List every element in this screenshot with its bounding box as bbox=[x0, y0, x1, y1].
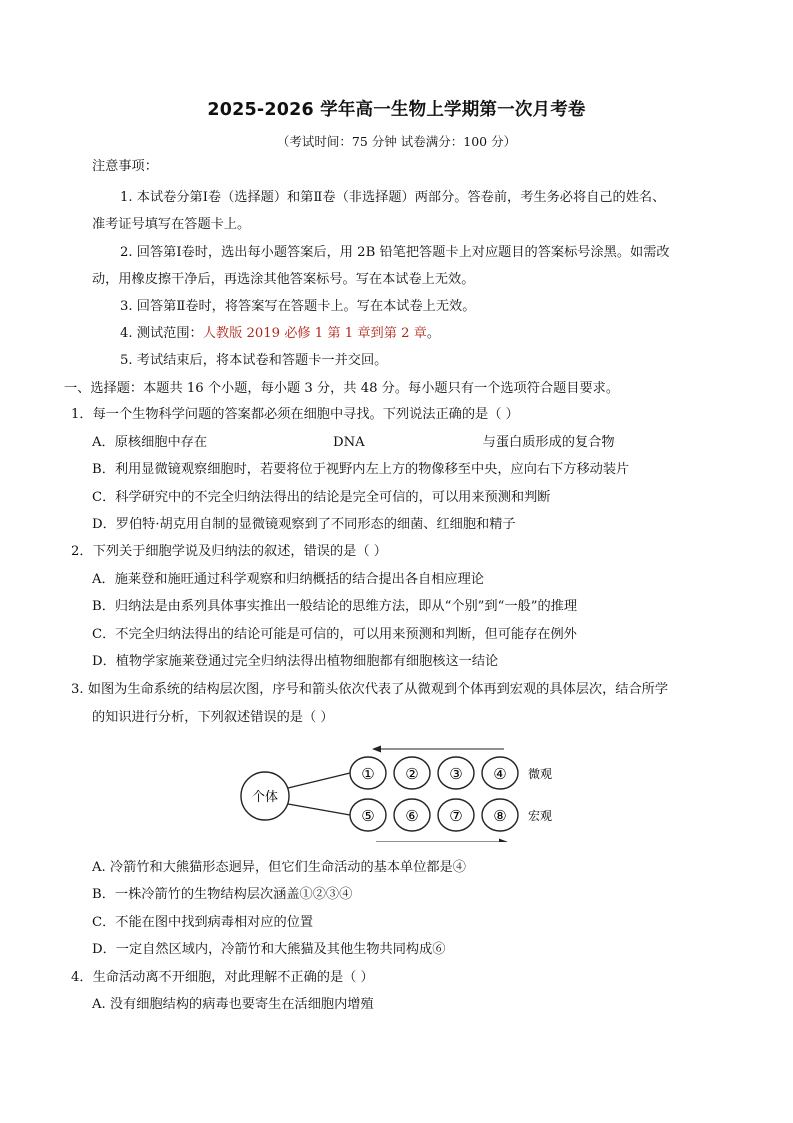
q3-option-b: B．一株冷箭竹的生物结构层次涵盖①②③④ bbox=[92, 887, 353, 902]
q1-option-a bbox=[92, 434, 615, 452]
node-2-label: ② bbox=[405, 765, 419, 783]
q1-option-b: B．利用显微镜观察细胞时，若要将位于视野内左上方的物像移至中央，应向右下方移动装片 bbox=[92, 462, 630, 477]
q1-a-part2: DNA bbox=[333, 435, 365, 450]
node-4-label: ④ bbox=[493, 765, 507, 783]
node-7-label: ⑦ bbox=[449, 807, 463, 825]
q4-option-a: A. 没有细胞结构的病毒也要寄生在活细胞内增殖 bbox=[92, 997, 374, 1012]
macro-arrowhead bbox=[499, 839, 508, 843]
note-1b: 准考证号填写在答题卡上。 bbox=[92, 217, 251, 232]
q3-stem-b: 的知识进行分析，下列叙述错误的是（ ） bbox=[92, 710, 334, 725]
note-2b: 动，用橡皮擦干净后，再选涂其他答案标号。写在本试卷上无效。 bbox=[92, 272, 475, 287]
q3-stem-a: 3. 如图为生命系统的结构层次图，序号和箭头依次代表了从微观到个体再到宏观的具体层次，结合所学 bbox=[71, 682, 669, 697]
life-system-diagram bbox=[236, 742, 566, 842]
q3-option-c: C．不能在图中找到病毒相对应的位置 bbox=[92, 915, 314, 930]
note-5: 5. 考试结束后，将本试卷和答题卡一并交回。 bbox=[120, 353, 388, 368]
micro-label: 微观 bbox=[528, 767, 553, 781]
q2-option-b: B．归纳法是由系列具体事实推出一般结论的思维方法，即从“个别”到“一般”的推理 bbox=[92, 599, 578, 614]
node-3-label: ③ bbox=[449, 765, 463, 783]
q3-option-a: A. 冷箭竹和大熊猫形态迥异，但它们生命活动的基本单位都是④ bbox=[92, 860, 466, 875]
connector-top bbox=[288, 773, 350, 788]
note-4-prefix: 4. 测试范围： bbox=[120, 326, 203, 341]
test-range: 人教版 2019 必修 1 第 1 章到第 2 章 bbox=[202, 326, 427, 341]
q3-option-d: D．一定自然区域内，冷箭竹和大熊猫及其他生物共同构成⑥ bbox=[92, 942, 446, 957]
individual-label: 个体 bbox=[251, 790, 279, 805]
q1-stem: 1．每一个生物科学问题的答案都必须在细胞中寻找。下列说法正确的是（ ） bbox=[71, 407, 519, 422]
note-2a: 2. 回答第Ⅰ卷时，选出每小题答案后，用 2B 铅笔把答题卡上对应题目的答案标号涂黑。如需改 bbox=[120, 245, 670, 260]
note-1a: 1. 本试卷分第Ⅰ卷（选择题）和第Ⅱ卷（非选择题）两部分。答卷前，考生务必将自己的姓名、 bbox=[120, 190, 666, 205]
node-5-label: ⑤ bbox=[361, 807, 375, 825]
node-1-label: ① bbox=[361, 765, 375, 783]
q2-option-c: C．不完全归纳法得出的结论可能是可信的，可以用来预测和判断，但可能存在例外 bbox=[92, 627, 577, 642]
q2-option-a: A．施莱登和施旺通过科学观察和归纳概括的结合提出各自相应理论 bbox=[92, 572, 484, 587]
node-8-label: ⑧ bbox=[493, 807, 507, 825]
q2-option-d: D．植物学家施莱登通过完全归纳法得出植物细胞都有细胞核这一结论 bbox=[92, 654, 499, 669]
q1-option-d: D．罗伯特·胡克用自制的显微镜观察到了不同形态的细菌、红细胞和精子 bbox=[92, 517, 516, 532]
notes-heading: 注意事项： bbox=[92, 159, 158, 174]
note-4 bbox=[120, 325, 440, 343]
q2-stem: 2．下列关于细胞学说及归纳法的叙述，错误的是（ ） bbox=[71, 544, 387, 559]
q4-stem: 4．生命活动离不开细胞，对此理解不正确的是（ ） bbox=[71, 970, 374, 985]
page-title: 2025-2026 学年高一生物上学期第一次月考卷 bbox=[207, 100, 586, 120]
exam-subtitle: （考试时间：75 分钟 试卷满分：100 分） bbox=[276, 134, 517, 149]
micro-arrowhead bbox=[372, 746, 381, 753]
note-4-suffix: 。 bbox=[426, 326, 441, 341]
connector-bottom bbox=[288, 804, 350, 815]
node-6-label: ⑥ bbox=[405, 807, 419, 825]
q1-option-c: C．科学研究中的不完全归纳法得出的结论是完全可信的，可以用来预测和判断 bbox=[92, 490, 551, 505]
section-heading: 一、选择题：本题共 16 个小题，每小题 3 分，共 48 分。每小题只有一个选项符合题目要求。 bbox=[64, 381, 620, 396]
q1-a-part3: 与蛋白质形成的复合物 bbox=[482, 435, 615, 450]
q1-a-part1: A．原核细胞中存在 bbox=[92, 435, 208, 450]
macro-label: 宏观 bbox=[528, 809, 553, 823]
note-3: 3. 回答第Ⅱ卷时，将答案写在答题卡上。写在本试卷上无效。 bbox=[120, 299, 476, 314]
